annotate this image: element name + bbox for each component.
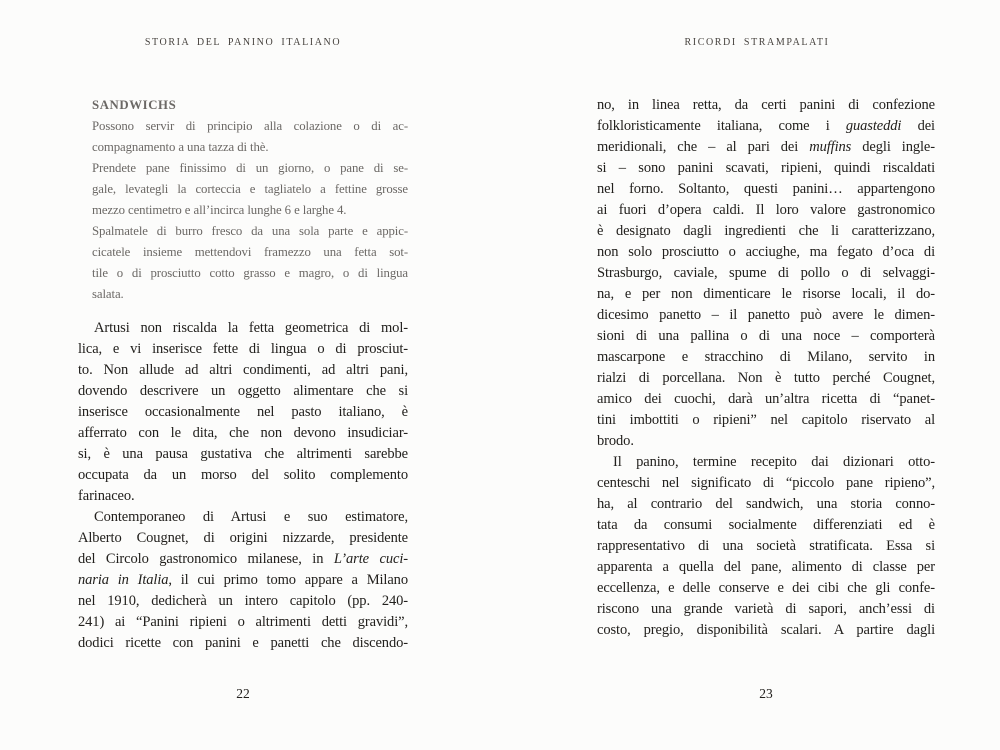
text-line: mascarpone e stracchino di Milano, servito in <box>597 349 935 365</box>
text-line: rialzi di porcellana. Non è tutto perché Cougnet, <box>597 370 935 386</box>
left-page-textblock <box>78 95 408 654</box>
text-line: tata da consumi socialmente differenziati ed è <box>597 517 935 533</box>
recipe-quote-block <box>78 95 408 305</box>
text-line: centeschi nel significato di “piccolo pane ripieno”, <box>597 475 935 491</box>
text-line: na, e per non dimenticare le risorse locali, il do- <box>597 286 935 302</box>
right-running-header: RICORDI STRAMPALATI <box>684 37 830 48</box>
paragraph <box>597 452 935 641</box>
text-line: Possono servir di principio alla colazione o di ac- <box>92 119 408 133</box>
text-line: non solo prosciutto o acciughe, ma fegato d’oca di <box>597 244 935 260</box>
text-line: cicatele insieme mettendovi framezzo una fetta sot- <box>92 245 408 259</box>
text-line: dicesimo panetto – il panetto può avere le dimen- <box>597 307 935 323</box>
text-line: Strasburgo, caviale, spume di pollo o di selvaggi- <box>597 265 935 281</box>
text-line: Spalmatele di burro fresco da una sola parte e appic- <box>92 224 408 238</box>
text-line: ai fuori d’opera caldi. Il loro valore gastronomico <box>597 202 935 218</box>
text-line: nel 1910, dedicherà un intero capitolo (pp. 240- <box>78 593 408 609</box>
text-line: compagnamento a una tazza di thè. <box>92 140 269 154</box>
left-page-body <box>78 318 408 654</box>
text-line: Alberto Cougnet, di origini nizzarde, presidente <box>78 530 408 546</box>
text-line: naria in Italia, il cui primo tomo appare a Milano <box>78 572 408 588</box>
text-line: amico dei cuochi, darà un’altra ricetta di “panet- <box>597 391 935 407</box>
text-line: farinaceo. <box>78 488 135 504</box>
text-line: meridionali, che – al pari dei muffins degli ingle- <box>597 139 935 155</box>
text-line: riscono una grande varietà di sapori, anch’essi di <box>597 601 935 617</box>
paragraph <box>92 116 408 158</box>
left-page-number: 22 <box>236 686 250 701</box>
right-page-body <box>597 95 935 641</box>
text-line: del Circolo gastronomico milanese, in L’arte cuci- <box>78 551 408 567</box>
right-page-number: 23 <box>759 686 773 701</box>
right-page-textblock <box>597 95 935 641</box>
text-line: Il panino, termine recepito dai dizionari otto- <box>613 454 935 470</box>
text-line: no, in linea retta, da certi panini di confezione <box>597 97 935 113</box>
text-line: mezzo centimetro e all’incirca lunghe 6 e larghe 4. <box>92 203 347 217</box>
text-line: gale, levategli la corteccia e tagliatelo a fettine grosse <box>92 182 408 196</box>
text-line: Contemporaneo di Artusi e suo estimatore, <box>94 509 408 525</box>
paragraph <box>597 95 935 452</box>
text-line: è designato dagli ingredienti che li caratterizzano, <box>597 223 935 239</box>
text-line: tini imbottiti o ripieni” nel capitolo riservato al <box>597 412 935 428</box>
text-line: si – sono panini scavati, ripieni, quindi riscaldati <box>597 160 935 176</box>
paragraph <box>78 507 408 654</box>
text-line: dovendo descrivere un oggetto alimentare che si <box>78 383 408 399</box>
text-line: to. Non allude ad altri condimenti, ad altri pani, <box>78 362 408 378</box>
text-line: afferrato con le dita, che non devono insudiciar- <box>78 425 408 441</box>
text-line: nel forno. Soltanto, questi panini… appartengono <box>597 181 935 197</box>
text-line: eccellenza, e delle conserve e dei cibi che gli confe- <box>597 580 935 596</box>
quote-title: SANDWICHS <box>92 98 177 112</box>
text-line: folkloristicamente italiana, come i guasteddi dei <box>597 118 935 134</box>
text-line: costo, pregio, disponibilità scalari. A partire dagli <box>597 622 935 638</box>
text-line: lica, e vi inserisce fette di lingua o di prosciut- <box>78 341 408 357</box>
text-line: brodo. <box>597 433 634 449</box>
text-line: sioni di una pallina o di una noce – comporterà <box>597 328 935 344</box>
text-line: occupata da un morso del solito complemento <box>78 467 408 483</box>
left-running-header: STORIA DEL PANINO ITALIANO <box>144 37 342 48</box>
text-line: ha, al contrario del sandwich, una storia conno- <box>597 496 935 512</box>
text-line: dodici ricette con panini e panetti che discendo- <box>78 635 408 651</box>
text-line: Artusi non riscalda la fetta geometrica di mol- <box>94 320 408 336</box>
text-line: inserisce occasionalmente nel pasto italiano, è <box>78 404 408 420</box>
text-line: Prendete pane finissimo di un giorno, o pane di se- <box>92 161 408 175</box>
text-line: 241) ai “Panini ripieni o altrimenti detti gravidi”, <box>78 614 408 630</box>
text-line: tile o di prosciutto cotto grasso e magro, o di lingua <box>92 266 408 280</box>
quote-body <box>92 116 408 305</box>
paragraph <box>92 158 408 221</box>
text-line: rappresentativo di una società stratificata. Essa si <box>597 538 935 554</box>
text-line: apparenta a quella del pane, alimento di classe per <box>597 559 935 575</box>
text-line: si, è una pausa gustativa che altrimenti sarebbe <box>78 446 408 462</box>
paragraph <box>92 221 408 305</box>
paragraph <box>78 318 408 507</box>
text-line: salata. <box>92 287 124 301</box>
